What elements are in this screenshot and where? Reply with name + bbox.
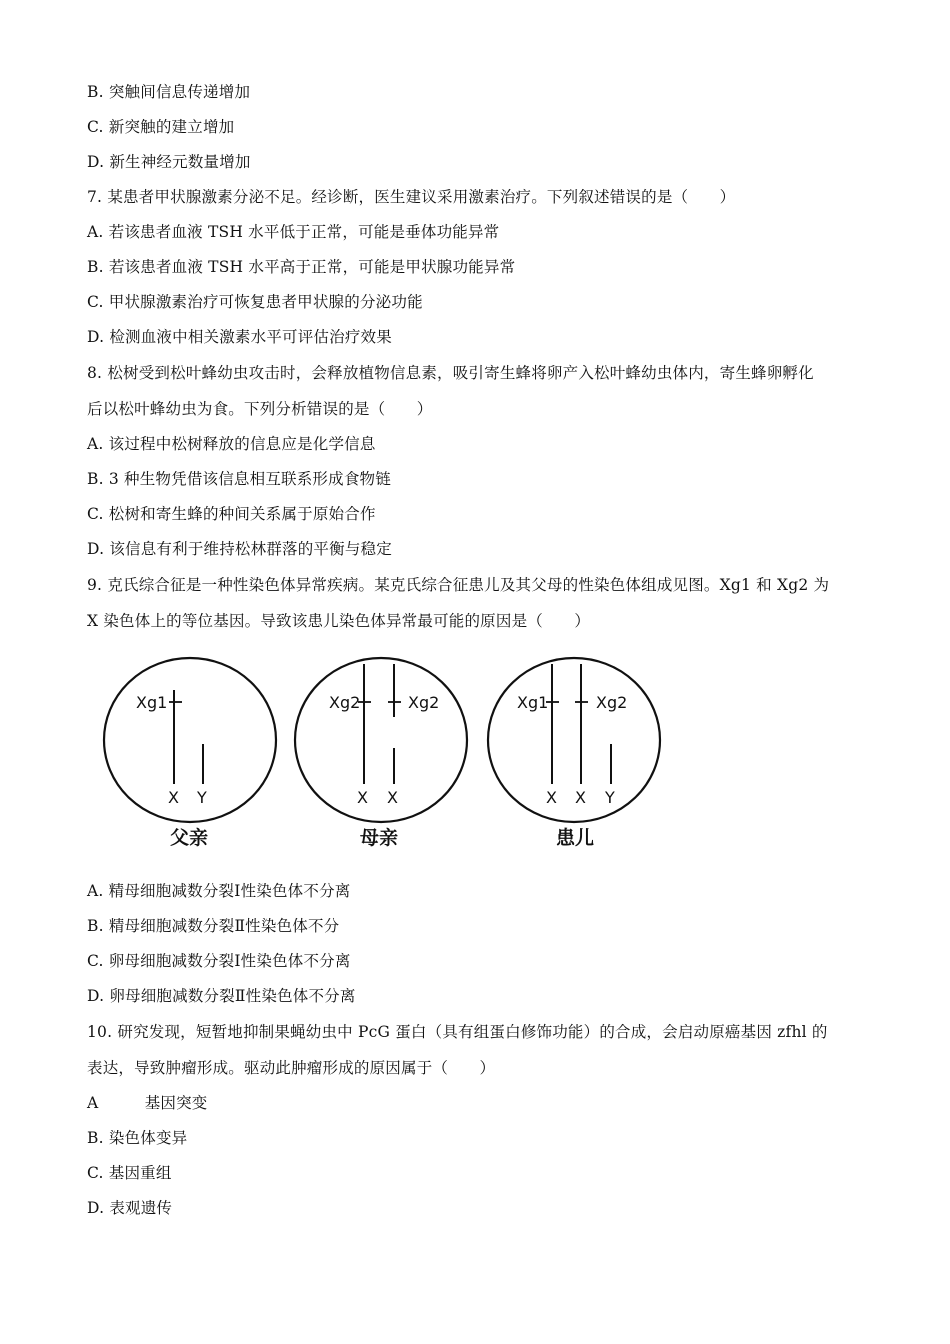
q9-option-b: B. 精母细胞减数分裂Ⅱ性染色体不分 [87, 917, 340, 935]
q9-stem-line1: 9. 克氏综合征是一种性染色体异常疾病。某克氏综合征患儿及其父母的性染色体组成见图。Xg1 和 Xg2 为 [87, 576, 830, 594]
mother-caption: 母亲 [360, 827, 399, 849]
q8-option-d: D. 该信息有利于维持松林群落的平衡与稳定 [87, 540, 392, 558]
mother-gene-left-label: Xg2 [329, 693, 361, 712]
mother-cell-outline [295, 658, 467, 822]
child-gene-right-label: Xg2 [596, 693, 628, 712]
q6-option-d: D. 新生神经元数量增加 [87, 153, 251, 171]
q9-option-d: D. 卵母细胞减数分裂Ⅱ性染色体不分离 [87, 987, 356, 1005]
q8-stem-line1: 8. 松树受到松叶蜂幼虫攻击时，会释放植物信息素，吸引寄生蜂将卵产入松叶蜂幼虫体内，寄生蜂卵孵化 [87, 364, 814, 382]
q7-option-c: C. 甲状腺激素治疗可恢复患者甲状腺的分泌功能 [87, 293, 423, 311]
father-cell [104, 658, 276, 849]
q7-option-b: B. 若该患者血液 TSH 水平高于正常，可能是甲状腺功能异常 [87, 258, 516, 276]
q9-stem-line2: X 染色体上的等位基因。导致该患儿染色体异常最可能的原因是（ ） [87, 612, 591, 630]
mother-gene-right-label: Xg2 [408, 693, 440, 712]
mother-x1-label: X [357, 788, 368, 807]
q7-option-a: A. 若该患者血液 TSH 水平低于正常，可能是垂体功能异常 [87, 223, 500, 241]
mother-x2-label: X [387, 788, 398, 807]
father-caption: 父亲 [170, 827, 209, 849]
child-caption: 患儿 [556, 827, 595, 849]
father-cell-outline [104, 658, 276, 822]
child-y-label: Y [605, 788, 615, 807]
q9-option-c: C. 卵母细胞减数分裂Ⅰ性染色体不分离 [87, 952, 351, 970]
q7-option-d: D. 检测血液中相关激素水平可评估治疗效果 [87, 328, 392, 346]
q10-option-a [87, 1093, 208, 1113]
q7-stem: 7. 某患者甲状腺激素分泌不足。经诊断，医生建议采用激素治疗。下列叙述错误的是（ ） [87, 188, 736, 206]
q8-option-a: A. 该过程中松树释放的信息应是化学信息 [87, 435, 376, 453]
q10-option-a-letter: A [87, 1094, 99, 1112]
q8-stem-line2: 后以松叶蜂幼虫为食。下列分析错误的是（ ） [87, 400, 433, 418]
child-gene-left-label: Xg1 [517, 693, 549, 712]
q6-option-b: B. 突触间信息传递增加 [87, 83, 251, 101]
q10-option-b: B. 染色体变异 [87, 1129, 188, 1147]
child-cell [488, 658, 660, 849]
q6-option-c: C. 新突触的建立增加 [87, 118, 235, 136]
father-gene-label: Xg1 [136, 693, 168, 712]
q10-option-d: D. 表观遗传 [87, 1199, 173, 1217]
q10-option-a-text: 基因突变 [144, 1094, 208, 1112]
q8-option-b: B. 3 种生物凭借该信息相互联系形成食物链 [87, 470, 391, 488]
father-y-label: Y [197, 788, 207, 807]
child-x2-label: X [575, 788, 586, 807]
mother-cell [295, 658, 467, 849]
father-x-label: X [168, 788, 179, 807]
q10-stem-line1: 10. 研究发现，短暂地抑制果蝇幼虫中 PcG 蛋白（具有组蛋白修饰功能）的合成，会启动原癌基因 zfhl 的 [87, 1023, 828, 1041]
q8-option-c: C. 松树和寄生蜂的种间关系属于原始合作 [87, 505, 376, 523]
child-cell-outline [488, 658, 660, 822]
q9-option-a: A. 精母细胞减数分裂Ⅰ性染色体不分离 [87, 882, 351, 900]
child-x1-label: X [546, 788, 557, 807]
karyotype-diagram [98, 652, 698, 862]
q10-option-c: C. 基因重组 [87, 1164, 172, 1182]
q10-stem-line2: 表达，导致肿瘤形成。驱动此肿瘤形成的原因属于（ ） [87, 1059, 496, 1077]
